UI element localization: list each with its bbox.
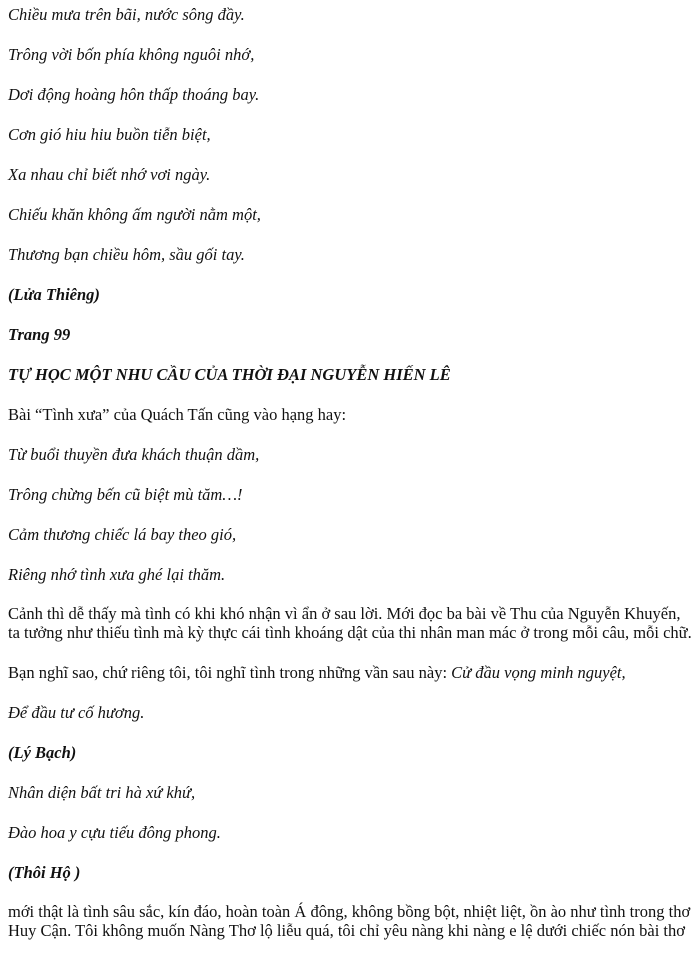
poem4-line-2: Đào hoa y cựu tiếu đông phong. [8, 823, 221, 842]
poem1-line-7: Thương bạn chiều hôm, sầu gối tay. [8, 245, 245, 264]
poem1-source: (Lửa Thiêng) [8, 285, 100, 304]
paragraph-1-line-2: ta tưởng như thiếu tình mà kỳ thực cái tình khoáng dật của thi nhân man mác ở trong mỗi câu, mỗi chữ. [8, 623, 692, 642]
page-label: Trang 99 [8, 325, 71, 344]
poem1-line-5: Xa nhau chỉ biết nhớ vơi ngày. [8, 165, 211, 184]
poem1-line-2: Trông vời bốn phía không nguôi nhớ, [8, 45, 255, 64]
poem2-line-4: Riêng nhớ tình xưa ghé lại thăm. [8, 565, 226, 584]
poem2-line-3: Cảm thương chiếc lá bay theo gió, [8, 525, 237, 544]
poem4-source: (Thôi Hộ ) [8, 863, 81, 882]
poem3-source: (Lý Bạch) [8, 743, 77, 762]
poem2-line-1: Từ buổi thuyền đưa khách thuận dầm, [8, 445, 260, 464]
intro-text: Bài “Tình xưa” của Quách Tấn cũng vào hạng hay: [8, 405, 347, 424]
poem1-line-4: Cơn gió hiu hiu buồn tiễn biệt, [8, 125, 211, 144]
paragraph-3 [8, 902, 698, 940]
poem4-line-1: Nhân diện bất tri hà xứ khứ, [8, 783, 196, 802]
poem3-line-1: Để đầu tư cố hương. [8, 703, 145, 722]
paragraph-2 [8, 662, 700, 702]
poem1-line-6: Chiếu khăn không ấm người nằm một, [8, 205, 261, 224]
poem2-line-2: Trông chừng bến cũ biệt mù tăm…! [8, 485, 243, 504]
paragraph-1 [8, 604, 698, 642]
paragraph-2-text: Bạn nghĩ sao, chứ riêng tôi, tôi nghĩ tình trong những vần sau này: [8, 663, 452, 682]
paragraph-2-quote: Cử đầu vọng minh nguyệt, [451, 663, 626, 682]
poem1-line-1: Chiều mưa trên bãi, nước sông đầy. [8, 5, 245, 24]
poem1-line-3: Dơi động hoàng hôn thấp thoáng bay. [8, 85, 260, 104]
paragraph-3-line-2: Huy Cận. Tôi không muốn Nàng Thơ lộ liễu quá, tôi chỉ yêu nàng khi nàng e lệ dưới chiếc nón bài thơ [8, 921, 685, 940]
running-title: TỰ HỌC MỘT NHU CẦU CỦA THỜI ĐẠI NGUYỄN HIẾN LÊ [8, 365, 451, 384]
paragraph-3-line-1: mới thật là tình sâu sắc, kín đáo, hoàn toàn Á đông, không bồng bột, nhiệt liệt, ồn ào như tình trong thơ [8, 902, 691, 921]
paragraph-1-line-1: Cảnh thì dễ thấy mà tình có khi khó nhận vì ẩn ở sau lời. Mới đọc ba bài về Thu của Nguyễn Khuyến, [8, 604, 681, 623]
